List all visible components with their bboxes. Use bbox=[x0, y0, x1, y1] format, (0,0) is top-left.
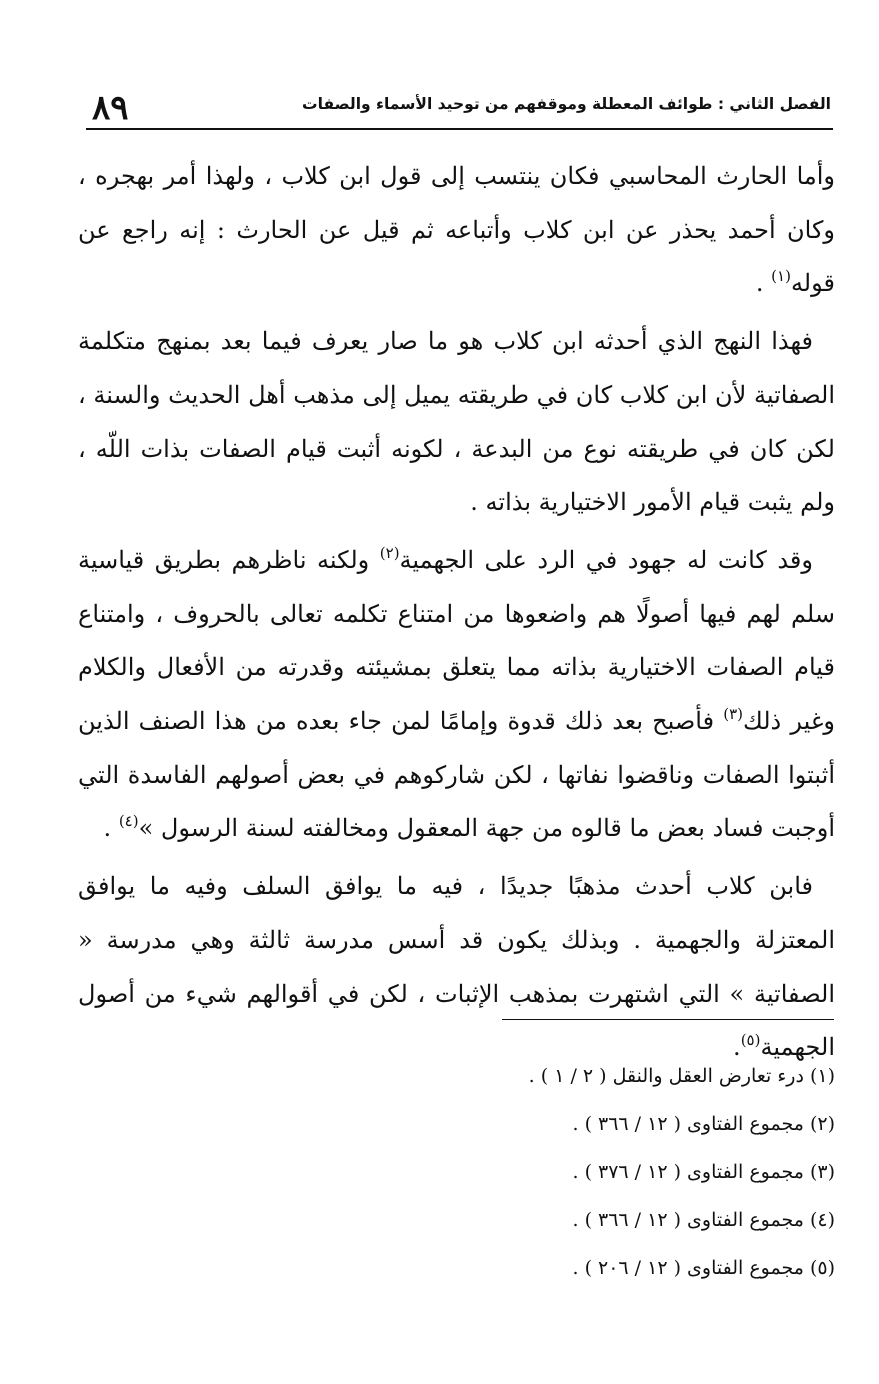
footnote-ref-4[interactable]: (٤) bbox=[118, 812, 139, 831]
footnotes-section bbox=[300, 1052, 835, 1292]
paragraph-3-end: . bbox=[103, 814, 119, 843]
paragraph-2 bbox=[78, 315, 835, 530]
page-number: ٨٩ bbox=[92, 88, 129, 128]
paragraph-1 bbox=[78, 150, 835, 311]
header-divider bbox=[86, 128, 833, 130]
paragraph-4-end: . bbox=[733, 1033, 741, 1062]
footnote-2: (٢) مجموع الفتاوى ( ١٢ / ٣٦٦ ) . bbox=[572, 1113, 835, 1135]
footnote-3: (٣) مجموع الفتاوى ( ١٢ / ٣٧٦ ) . bbox=[572, 1161, 835, 1183]
footnote-ref-2[interactable]: (٢) bbox=[379, 543, 400, 562]
paragraph-2-text: فهذا النهج الذي أحدثه ابن كلاب هو ما صار يعرف فيما بعد بمنهج متكلمة الصفاتية لأن ابن كلاب كان في طريقته يميل إلى مذهب أهل الحديث والسنة ، لكن كان في طريقته نوع من البدعة ، لكونه أثبت قيام الصفات بذات اللّه ، ولم يثبت قيام الأمور الاختيارية بذاته . bbox=[78, 327, 835, 517]
main-text bbox=[78, 150, 835, 1075]
paragraph-1-end: . bbox=[755, 269, 772, 298]
paragraph-4 bbox=[78, 860, 835, 1075]
paragraph-3-text-a: وقد كانت له جهود في الرد على الجهمية bbox=[399, 545, 813, 574]
paragraph-1-text: وأما الحارث المحاسبي فكان ينتسب إلى قول ابن كلاب ، ولهذا أمر بهجره ، وكان أحمد يحذر عن ابن كلاب وأتباعه ثم قيل عن الحارث : إنه راجع عن قوله bbox=[78, 162, 835, 298]
footnote-ref-3[interactable]: (٣) bbox=[723, 705, 743, 724]
footnote-4: (٤) مجموع الفتاوى ( ١٢ / ٣٦٦ ) . bbox=[572, 1209, 835, 1231]
footnote-5: (٥) مجموع الفتاوى ( ١٢ / ٢٠٦ ) . bbox=[572, 1257, 835, 1279]
footnote-ref-5[interactable]: (٥) bbox=[740, 1031, 761, 1050]
running-title: الفصل الثاني : طوائف المعطلة وموقفهم من توحيد الأسماء والصفات bbox=[302, 95, 831, 113]
paragraph-3-text-c: فأصبح بعد ذلك قدوة وإمامًا لمن جاء بعده من هذا الصنف الذين أثبتوا الصفات وناقضوا نفاتها ، لكن شاركوهم في بعض أصولهم الفاسدة التي أوجبت فساد بعض ما قالوه من جهة المعقول ومخالفته لسنة الرسول » bbox=[78, 707, 835, 843]
paragraph-3 bbox=[78, 534, 835, 856]
paragraph-3-text-b: ولكنه ناظرهم بطريق قياسية سلم لهم فيها أصولًا هم واضعوها من امتناع تكلمه تعالى بالحروف ، وامتناع قيام الصفات الاختيارية بذاته مما يتعلق بمشيئته وقدرته من الأفعال والكلام وغير ذلك bbox=[78, 545, 835, 736]
footnote-divider bbox=[502, 1019, 834, 1020]
footnote-1: (١) درء تعارض العقل والنقل ( ٢ / ١ ) . bbox=[528, 1065, 835, 1087]
footnote-ref-1[interactable]: (١) bbox=[771, 267, 791, 286]
paragraph-4-text: فابن كلاب أحدث مذهبًا جديدًا ، فيه ما يوافق السلف وفيه ما يوافق المعتزلة والجهمية . وبذلك يكون قد أسس مدرسة ثالثة وهي مدرسة « الصفاتية » التي اشتهرت بمذهب الإثبات ، لكن في أقوالهم شيء من أصول الجهمية bbox=[78, 872, 835, 1062]
